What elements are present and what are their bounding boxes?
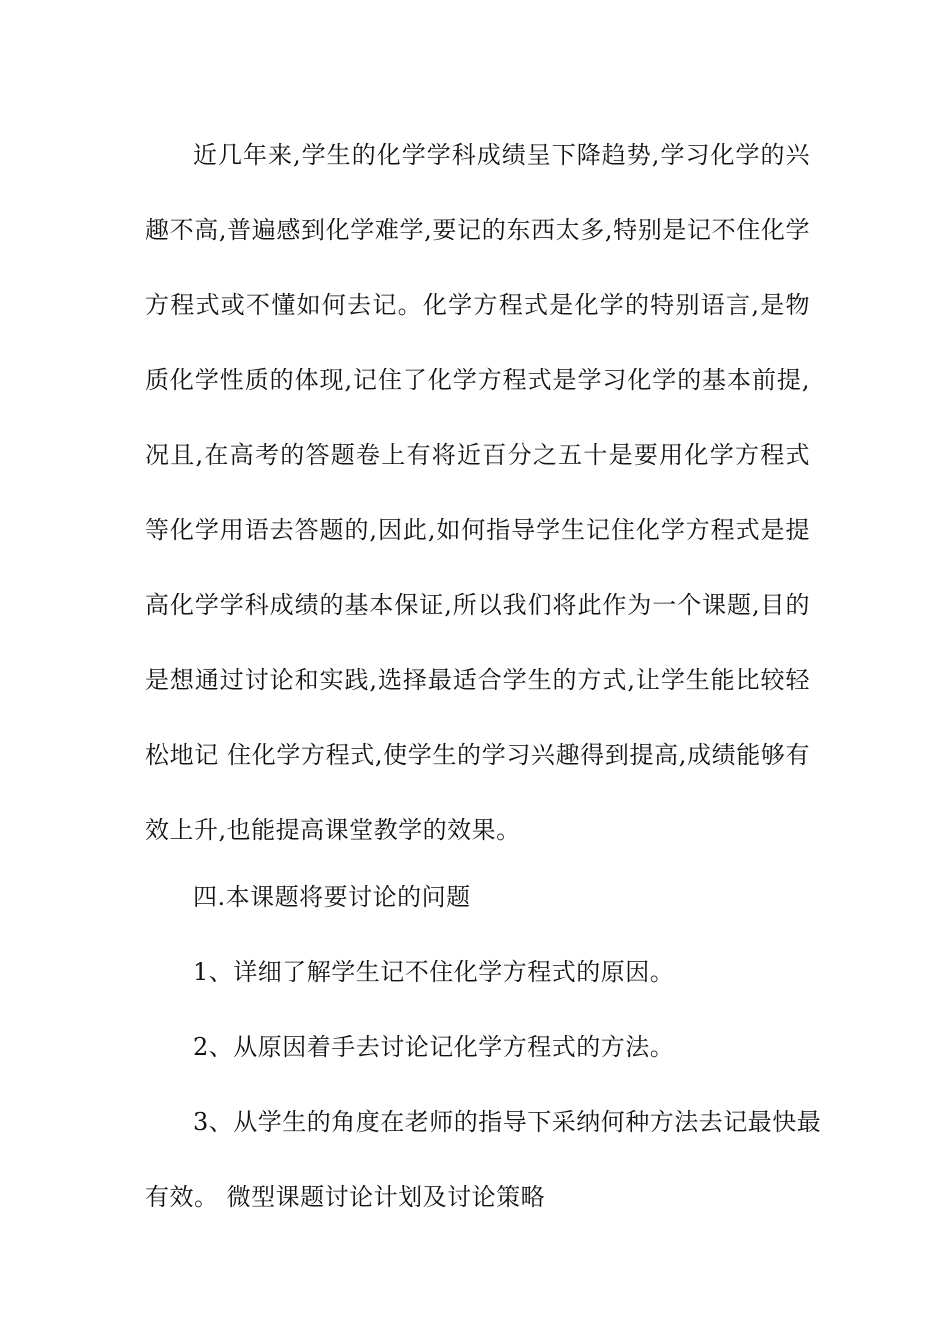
list-item-1: 1、详细了解学生记不住化学方程式的原因。 [193, 958, 675, 986]
list-item-2: 2、从原因着手去讨论记化学方程式的方法。 [193, 1033, 675, 1061]
section-heading: 四.本课题将要讨论的问题 [193, 883, 471, 911]
intro-paragraph: 近几年来,学生的化学学科成绩呈下降趋势,学习化学的兴趣不高,普遍感到化学难学,要记的东西太多,特别是记不住化学方程式或不懂如何去记。化学方程式是化学的特别语言,是物质化学性质的体现,记住了化学方程式是学习化学的基本前提,况且,在高考的答题卷上有将近百分之五十是要用化学方程式等化学用语去答题的,因此,如何指导学生记住化学方程式是提高化学学科成绩的基本保证,所以我们将此作为一个课题,目的是想通过讨论和实践,选择最适合学生的方式,让学生能比较轻松地记 住化学方程式,使学生的学习兴趣得到提高,成绩能够有效上升,也能提高课堂教学的效果。 [145, 141, 810, 844]
list-item-3-continuation: 有效。 微型课题讨论计划及讨论策略 [145, 1183, 546, 1211]
list-item-3: 3、从学生的角度在老师的指导下采纳何种方法去记最快最 [193, 1108, 822, 1136]
